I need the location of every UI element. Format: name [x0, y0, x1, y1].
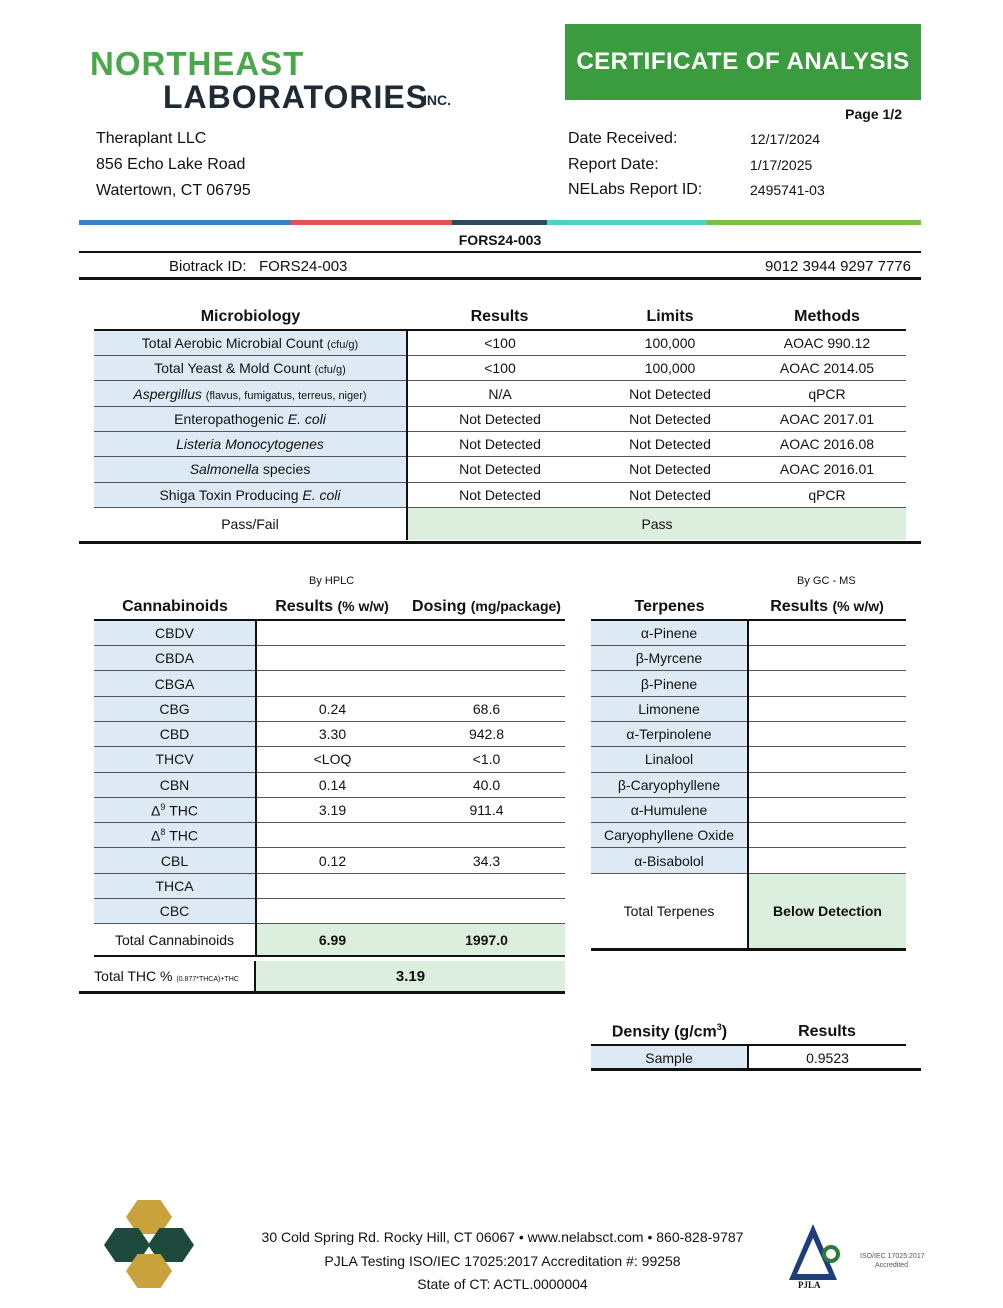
table-row: [591, 696, 906, 721]
table-row: [94, 330, 906, 355]
table-row: [94, 747, 565, 772]
footer-state-license: State of CT: ACTL.0000004: [417, 1276, 588, 1292]
dose-cell: [408, 873, 565, 898]
cannabinoid-name: CBG: [94, 696, 256, 721]
total-thc-row: [79, 961, 565, 991]
logo-inc: INC.: [423, 92, 451, 108]
analyte-name: Total Yeast & Mold Count (cfu/g): [94, 356, 407, 381]
table-row: [94, 356, 906, 381]
logo-northeast: NORTHEAST: [90, 45, 305, 82]
analyte-name: Salmonella species: [94, 457, 407, 482]
total-terpenes-value: Below Detection: [748, 873, 906, 949]
result-cell: 3.30: [256, 721, 408, 746]
iso-text: ISO/IEC 17025:2017: [860, 1253, 925, 1260]
results-header: Results (% w/w): [275, 598, 389, 616]
result-cell: Not Detected: [407, 406, 592, 431]
page-number: Page 1/2: [845, 106, 902, 122]
density-sample-label: Sample: [591, 1045, 748, 1069]
cannabinoid-name: CBD: [94, 721, 256, 746]
micro-header: Results: [470, 308, 529, 326]
logo-laboratories: LABORATORIES: [163, 79, 429, 115]
density-table: [591, 1020, 906, 1069]
table-row: [94, 772, 565, 797]
dose-cell: 942.8: [408, 721, 565, 746]
divider: [79, 541, 921, 544]
table-row: [94, 848, 565, 873]
limit-cell: Not Detected: [592, 457, 748, 482]
report-id-label: NELabs Report ID:: [568, 181, 703, 198]
result-cell: <100: [407, 330, 592, 355]
terpenes-table: [591, 595, 906, 951]
cannabinoid-name: CBC: [94, 899, 256, 924]
method-cell: AOAC 990.12: [748, 330, 906, 355]
total-cannabinoids-result: 6.99: [256, 924, 408, 956]
terpene-name: α-Terpinolene: [591, 721, 748, 746]
cannabinoid-name: CBL: [94, 848, 256, 873]
result-cell: 0.14: [256, 772, 408, 797]
limit-cell: 100,000: [592, 330, 748, 355]
terpene-name: α-Pinene: [591, 620, 748, 645]
table-row: [94, 406, 906, 431]
client-city: Watertown, CT 06795: [96, 182, 251, 199]
micro-header: Microbiology: [200, 308, 301, 326]
passfail-row: [94, 507, 906, 540]
date-received: 12/17/2024: [750, 131, 821, 147]
limit-cell: Not Detected: [592, 381, 748, 406]
passfail-result: Pass: [407, 507, 906, 540]
table-row: [591, 823, 906, 848]
result-cell: [256, 620, 408, 645]
cannabinoid-header: Cannabinoids: [122, 598, 228, 616]
analyte-name: Shiga Toxin Producing E. coli: [94, 482, 407, 507]
accredited-text: Accredited: [875, 1262, 909, 1269]
gcms-method: By GC - MS: [797, 575, 856, 587]
dose-cell: [408, 646, 565, 671]
table-row: [591, 848, 906, 873]
analyte-name: Total Aerobic Microbial Count (cfu/g): [94, 330, 407, 355]
cannabinoid-name: $\Delta^9$ THC: [94, 797, 256, 822]
terpene-name: Linalool: [591, 747, 748, 772]
divider: [79, 277, 921, 280]
result-cell: [256, 823, 408, 848]
result-cell: 0.24: [256, 696, 408, 721]
result-cell: [256, 646, 408, 671]
terpene-name: Caryophyllene Oxide: [591, 823, 748, 848]
dose-cell: [408, 671, 565, 696]
analyte-name: Enteropathogenic E. coli: [94, 406, 407, 431]
microbiology-table: [94, 305, 906, 540]
micro-header: Methods: [794, 308, 860, 326]
date-received-label: Date Received:: [568, 130, 678, 147]
method-cell: qPCR: [748, 381, 906, 406]
dose-cell: 68.6: [408, 696, 565, 721]
total-cannabinoids-label: Total Cannabinoids: [94, 924, 256, 956]
terpene-name: α-Humulene: [591, 797, 748, 822]
cannabinoid-name: THCA: [94, 873, 256, 898]
limit-cell: Not Detected: [592, 431, 748, 456]
total-terpenes-label: Total Terpenes: [591, 873, 748, 949]
cannabinoid-name: CBGA: [94, 671, 256, 696]
dose-cell: [408, 823, 565, 848]
report-date-label: Report Date:: [568, 156, 659, 173]
result-cell: Not Detected: [407, 457, 592, 482]
hplc-method: By HPLC: [309, 575, 355, 587]
result-cell: 3.19: [256, 797, 408, 822]
dose-cell: [408, 899, 565, 924]
sample-name: FORS24-003: [458, 232, 542, 248]
passfail-label: Pass/Fail: [94, 507, 407, 540]
total-terpenes-row: [591, 873, 906, 949]
result-cell: [256, 873, 408, 898]
pjla-logo: [785, 1222, 935, 1292]
result-cell: Not Detected: [407, 482, 592, 507]
table-row: [94, 797, 565, 822]
table-row: [591, 620, 906, 645]
footer-contact: 30 Cold Spring Rd. Rocky Hill, CT 06067 • www.nelabsct.com • 860-828-9787: [261, 1229, 744, 1245]
divider: [79, 991, 565, 994]
dose-cell: <1.0: [408, 747, 565, 772]
result-cell: N/A: [407, 381, 592, 406]
terpene-name: Limonene: [591, 696, 748, 721]
result-cell: [256, 899, 408, 924]
total-thc-label: Total THC % (0.877*THCA)+THC: [79, 961, 256, 991]
micro-header: Limits: [646, 308, 694, 326]
cannabinoid-name: CBN: [94, 772, 256, 797]
analyte-name: Aspergillus (flavus, fumigatus, terreus, niger): [94, 381, 407, 406]
result-cell: [256, 671, 408, 696]
terpene-name: α-Bisabolol: [591, 848, 748, 873]
client-street: 856 Echo Lake Road: [96, 156, 246, 173]
dose-cell: 40.0: [408, 772, 565, 797]
table-row: [94, 457, 906, 482]
tracking-number: 9012 3944 9297 7776: [765, 258, 911, 275]
table-row: [591, 646, 906, 671]
certification-badges: [104, 1200, 194, 1290]
table-row: [94, 482, 906, 507]
analyte-name: Listeria Monocytogenes: [94, 431, 407, 456]
dosing-header: Dosing (mg/package): [412, 598, 561, 616]
divider: [79, 251, 921, 253]
limit-cell: Not Detected: [592, 482, 748, 507]
table-row: [591, 772, 906, 797]
total-cannabinoids-dose: 1997.0: [408, 924, 565, 956]
cannabinoid-name: THCV: [94, 747, 256, 772]
table-row: [94, 696, 565, 721]
cannabinoid-name: $\Delta^8$ THC: [94, 823, 256, 848]
table-row: [591, 721, 906, 746]
dose-cell: 34.3: [408, 848, 565, 873]
cannabinoid-name: CBDV: [94, 620, 256, 645]
biotrack-label: Biotrack ID:: [169, 258, 247, 275]
client-name: Theraplant LLC: [96, 130, 207, 147]
table-row: [591, 797, 906, 822]
result-cell: Not Detected: [407, 431, 592, 456]
dose-cell: [408, 620, 565, 645]
table-row: [94, 646, 565, 671]
table-row: [591, 747, 906, 772]
density-results-header: Results: [798, 1023, 856, 1041]
terpene-name: β-Pinene: [591, 671, 748, 696]
density-header: Density $(g/cm^3)$: [611, 1022, 728, 1041]
terpenes-header: Terpenes: [634, 598, 705, 616]
terpene-name: β-Caryophyllene: [591, 772, 748, 797]
total-thc-value: 3.19: [256, 961, 565, 991]
footer-accreditation: PJLA Testing ISO/IEC 17025:2017 Accreditation #: 99258: [324, 1252, 681, 1269]
limit-cell: Not Detected: [592, 406, 748, 431]
table-row: [94, 873, 565, 898]
report-id: 2495741-03: [750, 182, 825, 198]
terpene-name: β-Myrcene: [591, 646, 748, 671]
divider: [591, 1068, 921, 1071]
cannabinoids-table: [94, 595, 565, 957]
table-row: [591, 1045, 906, 1069]
table-row: [94, 899, 565, 924]
pjla-text: PJLA: [798, 1280, 821, 1290]
result-cell: <100: [407, 356, 592, 381]
cannabinoid-name: CBDA: [94, 646, 256, 671]
biotrack-id: FORS24-003: [259, 258, 348, 275]
report-date: 1/17/2025: [750, 157, 813, 173]
method-cell: AOAC 2016.08: [748, 431, 906, 456]
color-bar: [79, 220, 921, 225]
table-row: [591, 671, 906, 696]
method-cell: AOAC 2017.01: [748, 406, 906, 431]
method-cell: AOAC 2016.01: [748, 457, 906, 482]
method-cell: qPCR: [748, 482, 906, 507]
limit-cell: 100,000: [592, 356, 748, 381]
table-row: [94, 381, 906, 406]
result-cell: <LOQ: [256, 747, 408, 772]
dose-cell: 911.4: [408, 797, 565, 822]
table-row: [94, 620, 565, 645]
table-row: [94, 671, 565, 696]
table-row: [94, 721, 565, 746]
table-row: [94, 823, 565, 848]
total-cannabinoids-row: [94, 924, 565, 956]
footer-address: [200, 1226, 805, 1297]
certificate-title: CERTIFICATE OF ANALYSIS: [565, 24, 921, 100]
density-value: 0.9523: [806, 1049, 849, 1066]
terpene-results-header: Results (% w/w): [770, 598, 884, 616]
method-cell: AOAC 2014.05: [748, 356, 906, 381]
table-row: [94, 431, 906, 456]
result-cell: 0.12: [256, 848, 408, 873]
